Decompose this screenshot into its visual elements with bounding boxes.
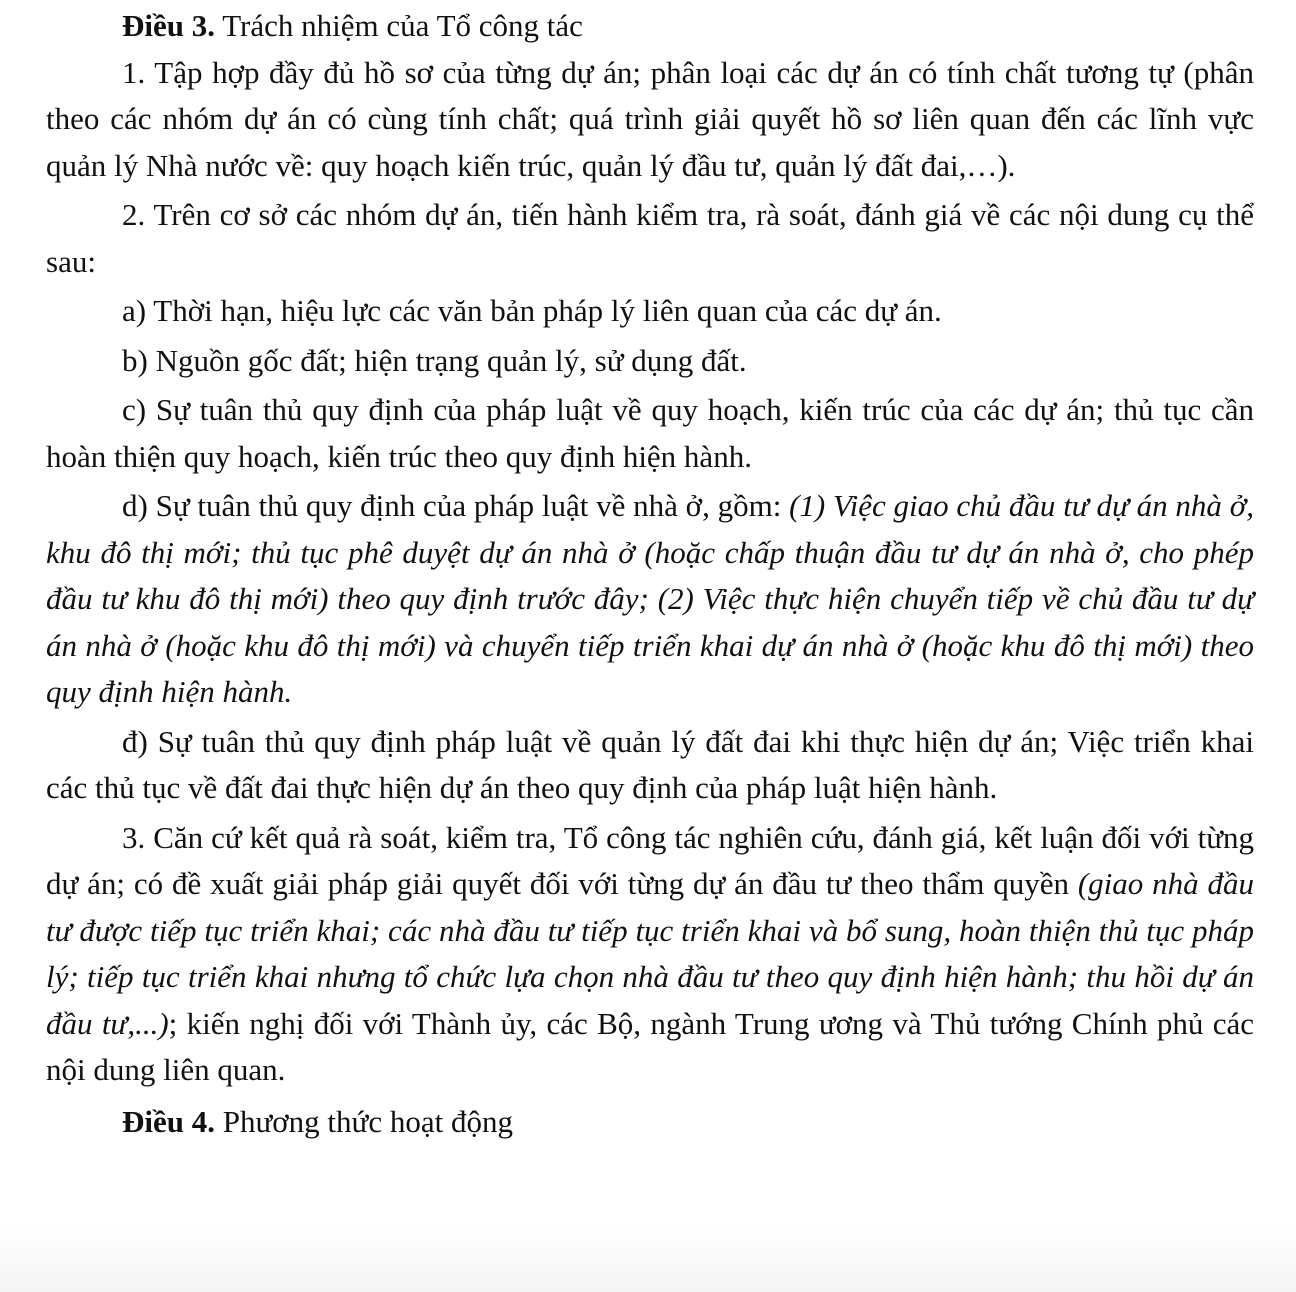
article-3-title: Trách nhiệm của Tổ công tác [215,8,583,43]
article-4-heading [46,1099,1254,1146]
clause-3-italic: (giao nhà đầu tư được tiếp tục triển khai; các nhà đầu tư tiếp tục triển khai và bổ sung, hoàn thiện thủ tục pháp lý; tiếp tục triển khai nhưng tổ chức lựa chọn nhà đầu tư theo quy định hiện hành; thu hồi dự án đầu tư,...) [46,866,1254,1041]
clause-2-item-a: a) Thời hạn, hiệu lực các văn bản pháp lý liên quan của các dự án. [122,293,942,328]
article-3-clause-2: 2. Trên cơ sở các nhóm dự án, tiến hành kiểm tra, rà soát, đánh giá về các nội dung cụ thể sau: [46,197,1254,279]
article-4-label: Điều 4. [122,1103,215,1139]
clause-3-tail: ; kiến nghị đối với Thành ủy, các Bộ, ngành Trung ương và Thủ tướng Chính phủ các nội dung liên quan. [46,1005,1254,1087]
article-3-clause-1: 1. Tập hợp đầy đủ hồ sơ của từng dự án; phân loại các dự án có tính chất tương tự (phân theo các nhóm dự án có cùng tính chất; quá trình giải quyết hồ sơ liên quan đến các lĩnh vực quản lý Nhà nước về: quy hoạch kiến trúc, quản lý đầu tư, quản lý đất đai,…). [46,54,1254,183]
clause-3-lead: 3. Căn cứ kết quả rà soát, kiểm tra, Tổ công tác nghiên cứu, đánh giá, kết luận đối với từng dự án; có đề xuất giải pháp giải quyết đối với từng dự án đầu tư theo thẩm quyền [46,819,1254,901]
article-3-heading [46,3,1254,50]
bottom-shadow [0,1222,1296,1292]
clause-2-item-c: c) Sự tuân thủ quy định của pháp luật về quy hoạch, kiến trúc của các dự án; thủ tục cần hoàn thiện quy hoạch, kiến trúc theo quy định hiện hành. [46,392,1254,474]
item-d-lead: d) Sự tuân thủ quy định của pháp luật về nhà ở, gồm: [122,488,790,523]
article-4-title: Phương thức hoạt động [215,1103,513,1139]
article-3-label: Điều 3. [122,8,215,43]
clause-2-item-dd: đ) Sự tuân thủ quy định pháp luật về quản lý đất đai khi thực hiện dự án; Việc triển khai các thủ tục về đất đai thực hiện dự án theo quy định của pháp luật hiện hành. [46,723,1254,805]
document-body [46,3,1254,1145]
clause-2-item-d [46,483,1254,716]
clause-2-item-b: b) Nguồn gốc đất; hiện trạng quản lý, sử dụng đất. [122,342,747,378]
item-d-italic: (1) Việc giao chủ đầu tư dự án nhà ở, khu đô thị mới; thủ tục phê duyệt dự án nhà ở (hoặc chấp thuận đầu tư dự án nhà ở, cho phép đầu tư khu đô thị mới) theo quy định trước đây; (2) Việc thực hiện chuyển tiếp về chủ đầu tư dự án nhà ở (hoặc khu đô thị mới) và chuyển tiếp triển khai dự án nhà ở (hoặc khu đô thị mới) theo quy định hiện hành. [46,488,1254,709]
article-3-clause-3 [46,815,1254,1094]
